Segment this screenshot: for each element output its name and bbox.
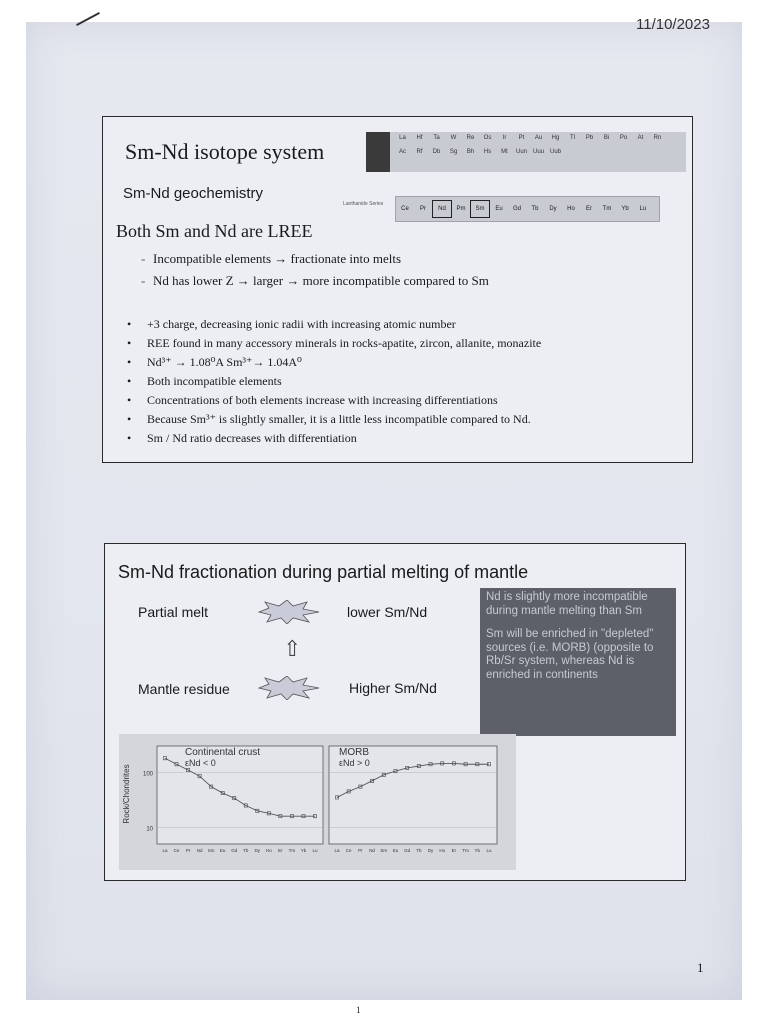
- element-cell: Mt: [501, 149, 508, 155]
- element-cell: Hf: [416, 135, 423, 141]
- bullet-text: Concentrations of both elements increase with increasing differentiations: [147, 393, 498, 407]
- bullet-text: +3 charge, decreasing ionic radii with increasing atomic number: [147, 317, 456, 331]
- chart-title: MORB: [339, 747, 369, 758]
- bullet-item: • Sm / Nd ratio decreases with differentiation: [127, 431, 357, 445]
- element-cell: Pb: [585, 135, 594, 141]
- bullet-text: Both incompatible elements: [147, 374, 282, 388]
- element-cell: Sg: [449, 149, 458, 155]
- x-tick-label: Eu: [219, 848, 226, 853]
- x-tick-label: Ho: [265, 848, 272, 853]
- x-tick-label: Dy: [254, 848, 261, 853]
- chart-title: Continental crust: [185, 747, 261, 758]
- lanthanide-cell: Gd: [512, 206, 521, 212]
- point-2: - Nd has lower Z → larger → more incompatible compared to Sm: [141, 273, 489, 288]
- x-tick-label: Lu: [312, 848, 318, 853]
- bullet-text: Because Sm³⁺ is slightly smaller, it is a little less incompatible compared to Nd.: [147, 412, 531, 426]
- bullet-item: • +3 charge, decreasing ionic radii with increasing atomic number: [127, 317, 456, 331]
- element-cell: Uub: [549, 149, 561, 155]
- periodic-table-cells: [394, 135, 666, 163]
- bullet-item: • REE found in many accessory minerals in rocks-apatite, zircon, allanite, monazite: [127, 336, 542, 350]
- y-tick-label: 10: [146, 826, 153, 833]
- x-tick-label: Dy: [427, 848, 434, 853]
- starburst-icon: [257, 600, 321, 624]
- periodic-table-block: [366, 132, 390, 172]
- lanthanide-cell: Eu: [495, 206, 503, 212]
- chart-panel: [157, 746, 323, 844]
- x-tick-label: Yb: [474, 848, 481, 853]
- bullet-item: • Because Sm³⁺ is slightly smaller, it is a little less incompatible compared to Nd.: [127, 412, 531, 426]
- page-number: 1: [697, 960, 704, 975]
- slide-sm-nd-isotope-system: [102, 116, 693, 463]
- x-tick-label: Gd: [404, 848, 411, 853]
- footer-number: 1: [356, 1005, 361, 1015]
- lanthanide-cell: Lu: [639, 206, 647, 212]
- element-cell: Db: [432, 149, 441, 155]
- element-cell: W: [450, 135, 457, 141]
- x-tick-label: Ce: [173, 848, 180, 853]
- ree-chart-svg: [119, 734, 516, 870]
- element-cell: Uuu: [532, 149, 544, 155]
- lanthanide-cell: Ho: [567, 206, 575, 212]
- element-cell: Ir: [502, 135, 507, 141]
- periodic-row: [394, 135, 666, 141]
- slide-sm-nd-fractionation: [104, 543, 686, 881]
- x-tick-label: Sm: [380, 848, 388, 853]
- lanthanide-cell: Tb: [531, 206, 539, 212]
- bullet-item: • Both incompatible elements: [127, 374, 282, 388]
- explanation-box: [480, 588, 676, 736]
- x-tick-label: Eu: [392, 848, 399, 853]
- higher-ratio-label: Higher Sm/Nd: [349, 680, 437, 696]
- element-cell: Bh: [466, 149, 475, 155]
- x-tick-label: Tb: [416, 848, 422, 853]
- lanthanide-cell: Pr: [420, 206, 426, 212]
- point-1: - Incompatible elements → fractionate into melts: [141, 251, 402, 266]
- bullet-text: REE found in many accessory minerals in rocks-apatite, zircon, allanite, monazite: [147, 336, 542, 350]
- ree-pattern-charts: [119, 734, 516, 870]
- lanthanide-cell: Dy: [549, 206, 557, 212]
- element-cell: Hg: [551, 135, 560, 141]
- bullet-item: • Concentrations of both elements increase with increasing differentiations: [127, 393, 498, 407]
- lower-ratio-label: lower Sm/Nd: [347, 604, 428, 620]
- x-tick-label: Pr: [358, 848, 363, 853]
- x-tick-label: Ho: [439, 848, 446, 853]
- element-cell: Uun: [515, 149, 527, 155]
- element-cell: At: [637, 135, 644, 141]
- x-tick-label: Yb: [300, 848, 307, 853]
- element-cell: Os: [483, 135, 492, 141]
- element-cell: Rf: [416, 149, 423, 155]
- element-cell: Tl: [570, 135, 575, 141]
- bullet-list: [127, 315, 541, 448]
- x-tick-label: Nd: [369, 848, 375, 853]
- slide1-heading: Both Sm and Nd are LREE: [116, 221, 313, 241]
- mantle-residue-label: Mantle residue: [138, 681, 230, 697]
- partial-melt-label: Partial melt: [138, 604, 209, 620]
- date-stamp: 11/10/2023: [636, 16, 710, 33]
- bullet-item: • Nd³⁺ → 1.08⁰A Sm³⁺→ 1.04A⁰: [127, 355, 302, 369]
- x-tick-label: Gd: [231, 848, 238, 853]
- x-tick-label: Sm: [207, 848, 215, 853]
- x-tick-label: Ce: [345, 848, 352, 853]
- explanation-p2: Sm will be enriched in "depleted" sources (i.e. MORB) (opposite to Rb/Sr system, whereas Nd is enriched in continents: [486, 628, 654, 681]
- x-tick-label: Nd: [196, 848, 203, 853]
- point-2-text: Nd has lower Z → larger → more incompatible compared to Sm: [153, 273, 489, 288]
- starburst-icon: [257, 676, 321, 700]
- explanation-p1: Nd is slightly more incompatible during mantle melting than Sm: [486, 591, 648, 617]
- lanthanide-cell: Nd: [432, 200, 452, 218]
- x-tick-label: Tm: [288, 848, 296, 853]
- slide1-title: Sm-Nd isotope system: [125, 139, 325, 164]
- chart-subtitle: εNd > 0: [339, 758, 370, 768]
- lanthanide-cell: Yb: [621, 206, 629, 212]
- x-tick-label: Er: [278, 848, 283, 853]
- lanthanide-cell: Pm: [456, 206, 466, 212]
- element-cell: Bi: [603, 135, 610, 141]
- y-tick-label: 100: [142, 771, 153, 778]
- element-cell: Po: [619, 135, 628, 141]
- lanthanide-cell: Er: [586, 206, 592, 212]
- element-cell: Re: [466, 135, 475, 141]
- x-tick-label: Er: [451, 848, 457, 853]
- x-tick-label: Tb: [243, 848, 249, 853]
- element-cell: Pt: [518, 135, 525, 141]
- lanthanide-label: Lanthanide Series: [343, 201, 384, 207]
- element-cell: Ta: [433, 135, 440, 141]
- bullet-text: Sm / Nd ratio decreases with differentiation: [147, 431, 357, 445]
- point-1-text: Incompatible elements → fractionate into melts: [153, 251, 402, 266]
- slide2-title: Sm-Nd fractionation during partial melting of mantle: [118, 562, 529, 582]
- y-axis-label: Rock/Chondrites: [122, 764, 131, 824]
- bullet-text: Nd³⁺ → 1.08⁰A Sm³⁺→ 1.04A⁰: [147, 355, 302, 369]
- slide1-subtitle: Sm-Nd geochemistry: [123, 185, 264, 202]
- element-cell: Rn: [653, 135, 662, 141]
- lanthanide-series-row: [395, 196, 660, 222]
- element-cell: Au: [534, 135, 543, 141]
- element-cell: Ac: [398, 149, 406, 155]
- x-tick-label: La: [162, 848, 168, 853]
- chart-subtitle: εNd < 0: [185, 758, 216, 768]
- up-arrow-icon: ⇧: [283, 636, 302, 661]
- x-tick-label: Tm: [462, 848, 469, 853]
- x-tick-label: Lu: [486, 848, 492, 853]
- x-tick-label: La: [334, 848, 340, 853]
- x-tick-label: Pr: [185, 848, 191, 853]
- periodic-row: [394, 149, 666, 155]
- lanthanide-cell: Sm: [470, 200, 490, 218]
- element-cell: La: [399, 135, 406, 141]
- lanthanide-cell: Tm: [602, 206, 612, 212]
- element-cell: Hs: [483, 149, 492, 155]
- lanthanide-cell: Ce: [401, 206, 409, 212]
- periodic-table-excerpt: [366, 132, 686, 172]
